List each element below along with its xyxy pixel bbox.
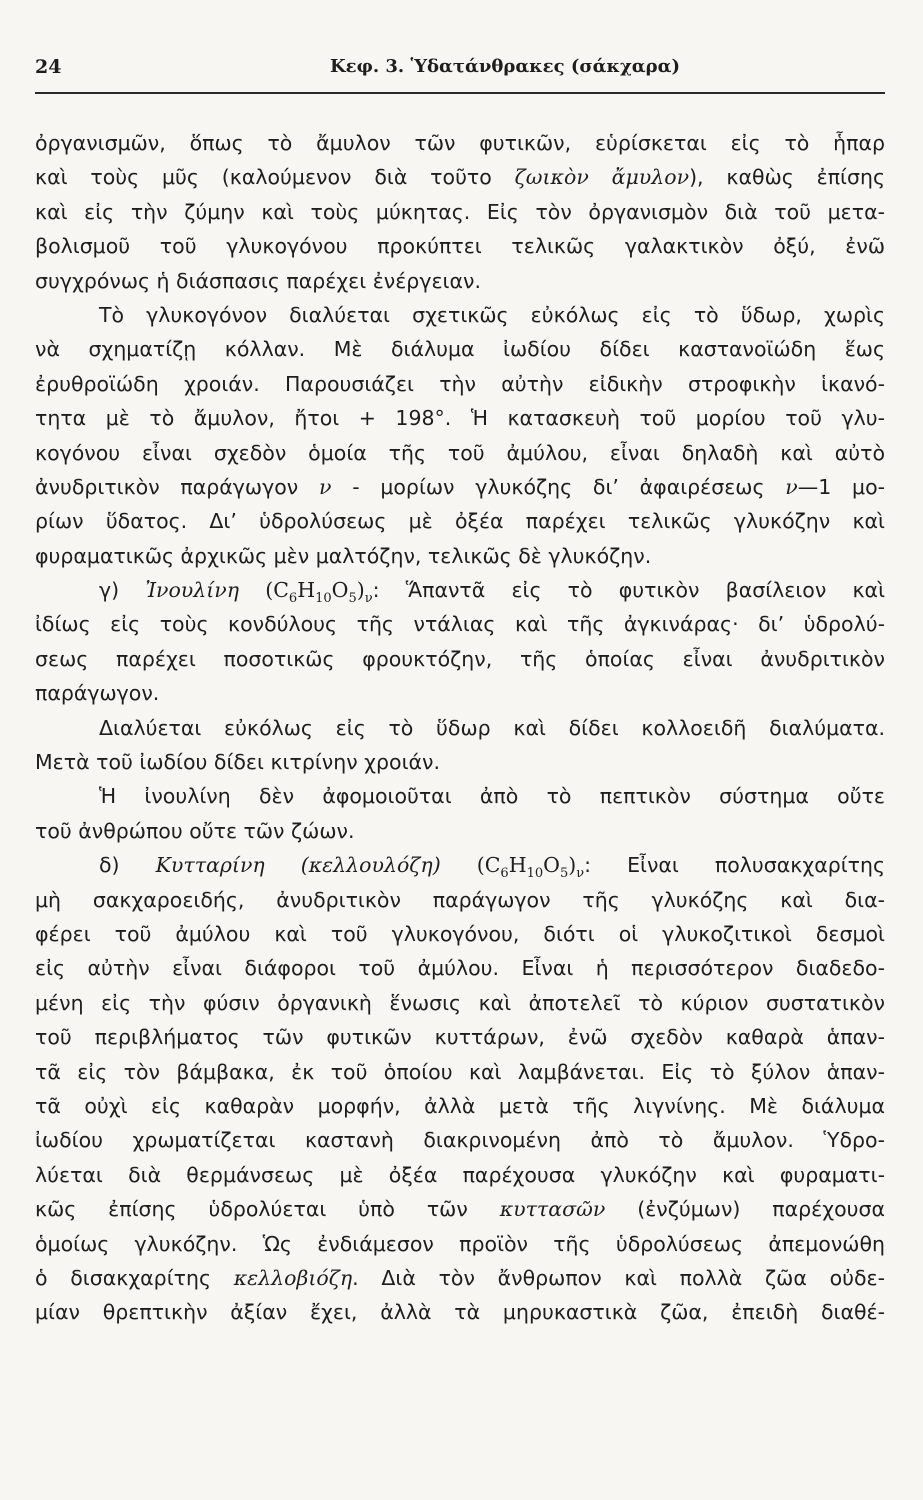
text-line: λύεται διὰ θερμάνσεως μὲ ὀξέα παρέχουσα γλυκόζην καὶ φυραματι-: [35, 1162, 885, 1187]
text-line: ἰδίως εἰς τοὺς κονδύλους τῆς ντάλιας καὶ τῆς ἀγκινάρας· δι’ ὑδρολύ-: [35, 612, 885, 637]
text-line: [35, 573, 885, 607]
text-line: Μετὰ τοῦ ἰωδίου δίδει κιτρίνην χροιάν.: [35, 750, 440, 775]
text-line: [35, 1261, 885, 1295]
text-run: : Εἶναι πολυσακχαρίτης: [584, 853, 885, 878]
formula-part: (C: [440, 853, 501, 878]
text-line: τοῦ ἀνθρώπου οὔτε τῶν ζώων.: [35, 818, 355, 843]
italic-variable: ν: [318, 474, 332, 499]
text-run: —1 μο-: [797, 474, 885, 499]
text-run: γ): [99, 578, 146, 603]
text-line: μίαν θρεπτικὴν ἀξίαν ἔχει, ἀλλὰ τὰ μηρυκαστικὰ ζῶα, ἐπειδὴ διαθέ-: [35, 1300, 885, 1325]
text-line: ὁμοίως γλυκόζην. Ὡς ἐνδιάμεσον προϊὸν τῆς ὑδρολύσεως ἀπεμονώθη: [35, 1231, 885, 1256]
text-line: Ἡ ἰνουλίνη δὲν ἀφομοιοῦται ἀπὸ τὸ πεπτικὸν σύστημα οὔτε: [99, 784, 885, 809]
text-line: βολισμοῦ τοῦ γλυκογόνου προκύπτει τελικῶς γαλακτικὸν ὀξύ, ἐνῶ: [35, 234, 885, 259]
text-run: καὶ τοὺς μῦς (καλούμενον διὰ τοῦτο: [35, 165, 515, 190]
chemical-formula: [239, 578, 373, 607]
italic-term: κυττασῶν: [499, 1197, 606, 1222]
text-run: κῶς ἐπίσης ὑδρολύεται ὑπὸ τῶν: [35, 1197, 500, 1222]
chapter-title: Κεφ. 3. Ὑδατάνθρακες (σάκχαρα): [329, 56, 680, 77]
text-line: εἰς αὐτὴν εἶναι διάφοροι τοῦ ἀμύλου. Εἶναι ἡ περισσότερον διαδεδο-: [35, 956, 885, 981]
text-line: φυραματικῶς ἀρχικῶς μὲν μαλτόζην, τελικῶς δὲ γλυκόζην.: [35, 543, 652, 568]
text-line: τητα μὲ τὸ ἄμυλον, ἤτοι + 198°. Ἡ κατασκευὴ τοῦ μορίου τοῦ γλυ-: [35, 406, 885, 431]
formula-subscript: ν: [576, 866, 585, 882]
text-line: Διαλύεται εὐκόλως εἰς τὸ ὕδωρ καὶ δίδει κολλοειδῆ διαλύματα.: [99, 715, 885, 740]
text-line: Τὸ γλυκογόνον διαλύεται σχετικῶς εὐκόλως εἰς τὸ ὕδωρ, χωρὶς: [99, 302, 885, 327]
formula-part: H: [508, 853, 527, 878]
chemical-formula: [440, 853, 585, 882]
formula-subscript: ν: [364, 591, 373, 607]
text-line: [35, 470, 885, 504]
text-line: μένη εἰς τὴν φύσιν ὀργανικὴ ἕνωσις καὶ ἀποτελεῖ τὸ κύριον συστατικὸν: [35, 990, 885, 1015]
italic-term: κελλοβιόζη: [233, 1265, 353, 1290]
italic-term: ζωικὸν ἄμυλον: [514, 165, 690, 190]
text-line: [35, 848, 885, 882]
formula-subscript: 6: [500, 866, 509, 882]
text-run: δ): [99, 853, 156, 878]
text-run: . Διὰ τὸν ἄνθρωπον καὶ πολλὰ ζῶα οὐδε-: [352, 1265, 885, 1290]
text-line: μὴ σακχαροειδής, ἀνυδριτικὸν παράγωγον τῆς γλυκόζης καὶ δια-: [35, 887, 885, 912]
formula-part: O: [543, 853, 560, 878]
text-line: φέρει τοῦ ἀμύλου καὶ τοῦ γλυκογόνου, διότι οἱ γλυκοζιτικοὶ δεσμοὶ: [35, 921, 885, 946]
text-line: [35, 160, 885, 194]
italic-term: Κυτταρίνη (κελλουλόζη): [155, 853, 441, 878]
formula-subscript: 10: [315, 591, 332, 607]
text-run: ἀνυδριτικὸν παράγωγον: [35, 474, 319, 499]
text-line: παράγωγον.: [35, 681, 160, 706]
formula-part: O: [331, 578, 349, 603]
text-line: καὶ εἰς τὴν ζύμην καὶ τοὺς μύκητας. Εἰς τὸν ὀργανισμὸν διὰ τοῦ μετα-: [35, 199, 885, 224]
text-line: ρίων ὕδατος. Δι’ ὑδρολύσεως μὲ ὀξέα παρέχει τελικῶς γλυκόζην καὶ: [35, 509, 885, 534]
text-line: τᾶ εἰς τὸν βάμβακα, ἐκ τοῦ ὁποίου καὶ λαμβάνεται. Εἰς τὸ ξύλον ἁπαν-: [35, 1059, 885, 1084]
italic-term: Ἰνουλίνη: [145, 578, 240, 603]
running-header: [35, 56, 885, 94]
text-line: τοῦ περιβλήματος τῶν φυτικῶν κυττάρων, ἐνῶ σχεδὸν καθαρὰ ἁπαν-: [35, 1025, 885, 1050]
formula-subscript: 10: [526, 866, 544, 882]
text-line: σεως παρέχει ποσοτικῶς φρουκτόζην, τῆς ὁποίας εἶναι ἀνυδριτικὸν: [35, 646, 885, 671]
text-run: ὁ δισακχαρίτης: [35, 1265, 234, 1290]
text-line: συγχρόνως ἡ διάσπασις παρέχει ἐνέργειαν.: [35, 268, 481, 293]
formula-part: (C: [239, 578, 289, 603]
formula-part: ): [568, 853, 577, 878]
page-number: 24: [35, 56, 62, 78]
text-line: τᾶ οὐχὶ εἰς καθαρὰν μορφήν, ἀλλὰ μετὰ τῆς λιγνίνης. Μὲ διάλυμα: [35, 1093, 885, 1118]
formula-part: ): [356, 578, 365, 603]
italic-variable: ν: [785, 474, 798, 499]
text-run: - μορίων γλυκόζης δι’ ἀφαιρέσεως: [331, 474, 786, 499]
formula-subscript: 5: [559, 866, 569, 882]
text-run: ), καθὼς ἐπίσης: [689, 165, 885, 190]
text-line: [35, 1192, 885, 1226]
text-line: ἐρυθροϊώδη χροιάν. Παρουσιάζει τὴν αὐτὴν εἰδικὴν στροφικὴν ἱκανό-: [35, 371, 885, 396]
formula-part: H: [297, 578, 316, 603]
text-line: νὰ σχηματίζῃ κόλλαν. Μὲ διάλυμα ἰωδίου δίδει καστανοϊώδη ἕως: [35, 337, 885, 362]
formula-subscript: 6: [288, 591, 298, 607]
text-line: κογόνου εἶναι σχεδὸν ὁμοία τῆς τοῦ ἀμύλου, εἶναι δηλαδὴ καὶ αὐτὸ: [35, 440, 885, 465]
text-line: ἰωδίου χρωματίζεται καστανὴ διακρινομένη ἀπὸ τὸ ἄμυλον. Ὑδρο-: [35, 1128, 885, 1153]
body-text: [35, 126, 885, 1330]
text-line: ὀργανισμῶν, ὅπως τὸ ἄμυλον τῶν φυτικῶν, εὑρίσκεται εἰς τὸ ἧπαρ: [35, 131, 885, 155]
formula-subscript: 5: [348, 591, 357, 607]
text-run: (ἐνζύμων) παρέχουσα: [605, 1197, 885, 1222]
text-run: : Ἅπαντᾶ εἰς τὸ φυτικὸν βασίλειον καὶ: [372, 578, 885, 603]
